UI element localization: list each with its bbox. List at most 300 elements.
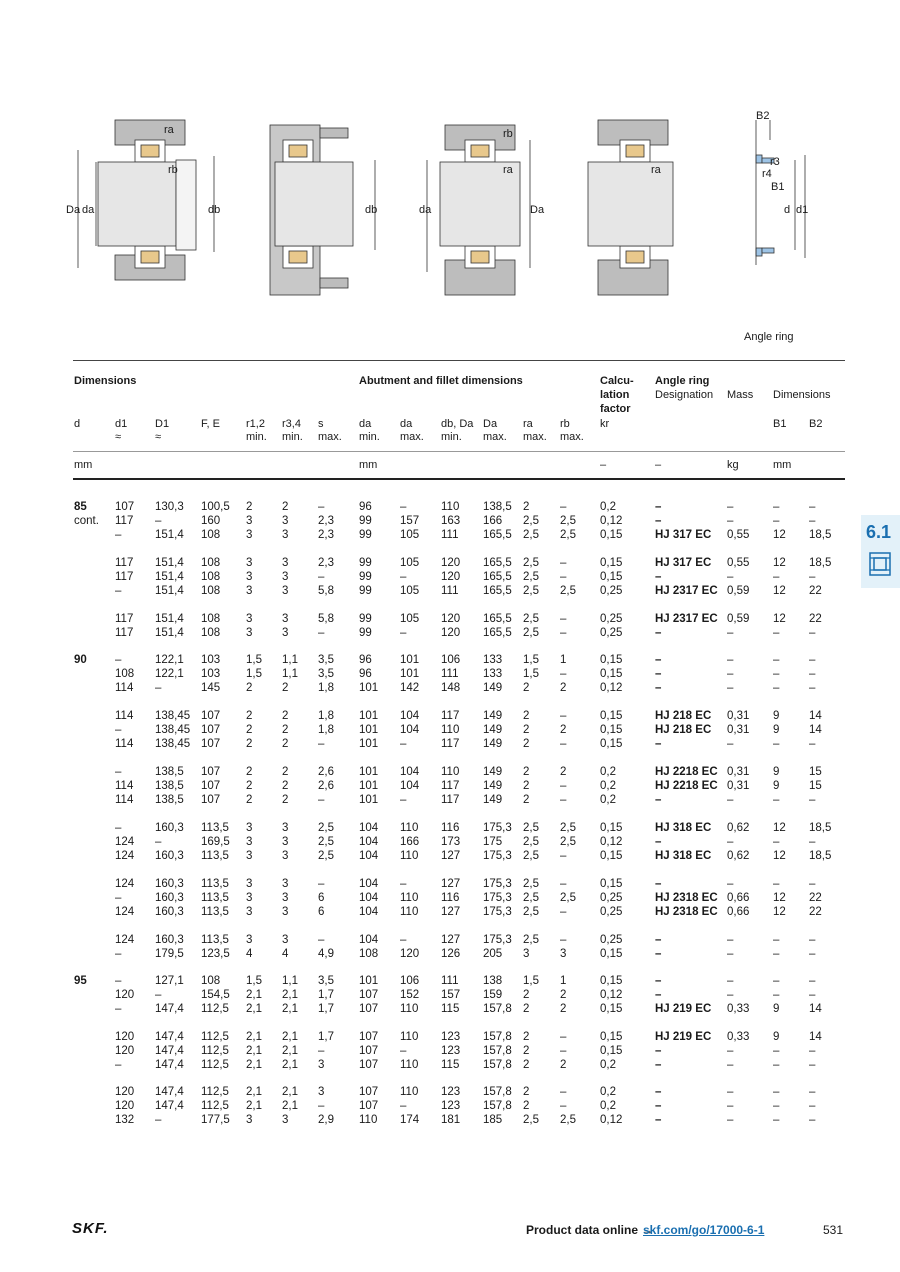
cell-rb: – <box>560 570 567 583</box>
cell-d1: 114 <box>115 779 134 792</box>
cell-B1: – <box>773 501 780 513</box>
cell-r34: 2 <box>282 766 289 778</box>
cell-ra: 2 <box>523 988 530 1001</box>
cell-db: 116 <box>441 822 460 834</box>
header-angle-ring: Angle ring <box>655 375 710 387</box>
bearing-arrangement-diagrams <box>0 100 900 310</box>
cell-r12: 3 <box>246 934 253 946</box>
cell-B1: – <box>773 737 780 750</box>
cell-da-min: 99 <box>359 528 372 541</box>
cell-r34: 1,1 <box>282 654 298 666</box>
cell-d1: 120 <box>115 988 135 1001</box>
cell-da-max: 110 <box>400 905 419 918</box>
cell-Da: 166 <box>483 514 503 527</box>
cell-kr: 0,25 <box>600 626 623 639</box>
cell-rb: – <box>560 1044 567 1057</box>
cell-FE: 108 <box>201 584 221 597</box>
cell-FE: 113,5 <box>201 891 229 904</box>
cell-da-max: 110 <box>400 822 419 834</box>
cell-designation: – <box>655 737 662 750</box>
cell-d: 90 <box>74 654 87 666</box>
col-ra: ra <box>523 418 533 430</box>
cell-da-max: 105 <box>400 584 420 597</box>
cell-Da: 149 <box>483 737 503 750</box>
cell-D1: 147,4 <box>155 1044 184 1057</box>
cell-r12: 2,1 <box>246 1086 262 1098</box>
label-ra-3: ra <box>503 164 513 176</box>
cell-B1: 9 <box>773 1031 780 1043</box>
cell-ra: 2,5 <box>523 626 539 639</box>
cell-da-max: – <box>400 501 407 513</box>
label-rb-1: rb <box>168 164 178 176</box>
cell-designation: HJ 317 EC <box>655 557 712 569</box>
cell-mass: 0,55 <box>727 557 750 569</box>
cell-Da: 165,5 <box>483 626 512 639</box>
cell-rb: 1 <box>560 654 567 666</box>
cell-D1: 122,1 <box>155 667 184 680</box>
cell-designation: – <box>655 975 662 987</box>
cell-B2: 14 <box>809 1002 822 1015</box>
cell-FE: 112,5 <box>201 1086 229 1098</box>
cell-rb: 1 <box>560 975 567 987</box>
cell-mass: 0,55 <box>727 528 750 541</box>
col-db-Da: db, Da <box>441 418 474 430</box>
cell-rb: – <box>560 905 567 918</box>
cell-s: 3,5 <box>318 667 334 680</box>
cell-Da: 157,8 <box>483 1002 512 1015</box>
cell-d1: – <box>115 584 122 597</box>
cell-da-min: 101 <box>359 723 379 736</box>
cell-ra: 2 <box>523 1058 530 1071</box>
cell-FE: 113,5 <box>201 822 229 834</box>
cell-FE: 145 <box>201 681 221 694</box>
cell-s: 3 <box>318 1058 325 1071</box>
cell-d1: 124 <box>115 849 135 862</box>
cell-s: 5,8 <box>318 613 334 625</box>
cell-FE: 108 <box>201 528 221 541</box>
cell-kr: 0,15 <box>600 557 623 569</box>
cell-d1: 120 <box>115 1086 135 1098</box>
cell-mass: – <box>727 1044 734 1057</box>
cell-d1: 120 <box>115 1031 135 1043</box>
cell-rb: 2,5 <box>560 891 576 904</box>
cell-Da: 157,8 <box>483 1058 512 1071</box>
cell-B1: 9 <box>773 1002 780 1015</box>
cell-db: 117 <box>441 779 460 792</box>
diagram-2 <box>270 125 378 295</box>
cell-FE: 113,5 <box>201 934 229 946</box>
cell-rb: – <box>560 710 567 722</box>
cell-B2: – <box>809 878 816 890</box>
cell-rb: – <box>560 1086 567 1098</box>
cell-da-max: – <box>400 626 407 639</box>
cell-Da: 175,3 <box>483 822 512 834</box>
header-designation: Designation <box>655 389 714 401</box>
cell-Da: 138 <box>483 975 503 987</box>
cell-ra: 1,5 <box>523 654 539 666</box>
cell-kr: 0,25 <box>600 905 623 918</box>
cell-r34: 2 <box>282 737 289 750</box>
cell-r34: 3 <box>282 1113 289 1126</box>
cell-db: 157 <box>441 988 461 1001</box>
cell-s: – <box>318 934 325 946</box>
cell-B1: – <box>773 835 780 848</box>
cell-B2: – <box>809 667 816 680</box>
cell-B1: 12 <box>773 891 786 904</box>
cell-r12: 3 <box>246 557 253 569</box>
cell-FE: 107 <box>201 737 221 750</box>
cell-B1: 12 <box>773 849 786 862</box>
cell-designation: – <box>655 934 662 946</box>
cell-B1: – <box>773 793 780 806</box>
cell-Da: 157,8 <box>483 1099 512 1112</box>
cell-D1: 138,45 <box>155 737 191 750</box>
cell-rb: 2,5 <box>560 584 576 597</box>
cell-db: 123 <box>441 1044 461 1057</box>
cell-mass: – <box>727 1113 734 1126</box>
cell-da-max: 105 <box>400 528 420 541</box>
cell-mass: 0,31 <box>727 779 750 792</box>
cell-da-min: 107 <box>359 1044 379 1057</box>
cell-s: 3,5 <box>318 975 334 987</box>
cell-ra: 2 <box>523 766 530 778</box>
cell-Da: 149 <box>483 766 503 778</box>
cell-s: 2,6 <box>318 766 334 778</box>
cell-ra: 2,5 <box>523 570 539 583</box>
cell-ra: 2 <box>523 1086 530 1098</box>
cell-rb: 2,5 <box>560 835 576 848</box>
cell-r34: 3 <box>282 613 289 625</box>
cell-designation: – <box>655 514 662 527</box>
cell-s: – <box>318 737 325 750</box>
cell-da-min: 96 <box>359 667 372 680</box>
cell-D1: 160,3 <box>155 849 184 862</box>
cell-B2: – <box>809 835 816 848</box>
col-rb: rb <box>560 418 570 430</box>
cell-mass: 0,33 <box>727 1031 750 1043</box>
cell-FE: 112,5 <box>201 1058 229 1071</box>
cell-r34: 2,1 <box>282 1058 298 1071</box>
cell-D1: – <box>155 514 162 527</box>
cell-mass: 0,31 <box>727 710 750 722</box>
cell-FE: 103 <box>201 667 221 680</box>
cell-s: 2,3 <box>318 528 334 541</box>
cell-B2: 22 <box>809 891 822 904</box>
cell-Da: 159 <box>483 988 503 1001</box>
cell-mass: – <box>727 988 734 1001</box>
cell-da-max: – <box>400 793 407 806</box>
cell-B2: – <box>809 1044 816 1057</box>
cell-B1: 12 <box>773 528 786 541</box>
cell-r12: 3 <box>246 822 253 834</box>
cell-B1: – <box>773 626 780 639</box>
cell-B1: – <box>773 1113 780 1126</box>
cell-r12: 2 <box>246 710 253 722</box>
cell-FE: 160 <box>201 514 221 527</box>
cell-kr: 0,15 <box>600 737 623 750</box>
header-mass: Mass <box>727 389 754 401</box>
cell-D1: 138,5 <box>155 779 184 792</box>
cell-d1: – <box>115 654 122 666</box>
cell-B2: – <box>809 626 816 639</box>
cell-d1: – <box>115 528 122 541</box>
cell-da-min: 99 <box>359 514 372 527</box>
cell-B2: 18,5 <box>809 557 832 569</box>
cell-rb: 2,5 <box>560 822 576 834</box>
cell-d1: 114 <box>115 710 134 722</box>
label-d: d <box>784 204 791 216</box>
cell-da-max: 110 <box>400 891 419 904</box>
cell-db: 127 <box>441 849 461 862</box>
cell-D1: – <box>155 988 162 1001</box>
cell-r34: 3 <box>282 934 289 946</box>
col-da-max-label: max. <box>400 431 424 443</box>
cell-s: 6 <box>318 905 325 918</box>
cell-d: 85 <box>74 501 87 513</box>
label-B1: B1 <box>771 181 785 193</box>
cell-Da: 133 <box>483 667 503 680</box>
cell-D1: 151,4 <box>155 570 184 583</box>
header-dimensions-2: Dimensions <box>773 389 831 401</box>
cell-mass: 0,59 <box>727 613 750 625</box>
cell-d1: 124 <box>115 878 135 890</box>
unit-dash-1: – <box>600 459 607 471</box>
cell-ra: 1,5 <box>523 975 539 987</box>
cell-ra: 2,5 <box>523 514 539 527</box>
cell-designation: HJ 218 EC <box>655 710 712 722</box>
cell-mass: – <box>727 947 734 960</box>
cell-rb: – <box>560 793 567 806</box>
cell-ra: 2 <box>523 737 530 750</box>
label-rb-3: rb <box>503 128 513 140</box>
header-bottom-rule <box>73 478 845 480</box>
cell-B1: – <box>773 878 780 890</box>
cell-designation: – <box>655 793 662 806</box>
cell-d1: 117 <box>115 557 134 569</box>
cell-s: – <box>318 1044 325 1057</box>
cell-s: 3 <box>318 1086 325 1098</box>
cell-mass: – <box>727 878 734 890</box>
cell-kr: 0,2 <box>600 1058 616 1071</box>
cell-s: – <box>318 570 325 583</box>
cell-ra: 2 <box>523 681 530 694</box>
cell-B1: – <box>773 1086 780 1098</box>
cell-ra: 2 <box>523 501 530 513</box>
cell-db: 163 <box>441 514 461 527</box>
label-ra-1: ra <box>164 124 174 136</box>
cell-mass: – <box>727 975 734 987</box>
cell-designation: – <box>655 667 662 680</box>
header-calc-1: Calcu- <box>600 375 634 387</box>
cell-designation: – <box>655 1058 662 1071</box>
cell-B2: – <box>809 1086 816 1098</box>
cell-FE: 107 <box>201 723 221 736</box>
cell-r34: 2 <box>282 723 289 736</box>
cell-D1: 179,5 <box>155 947 184 960</box>
cell-r34: 2 <box>282 501 289 513</box>
cell-D1: 151,4 <box>155 557 184 569</box>
cell-B1: – <box>773 514 780 527</box>
cell-db: 110 <box>441 501 460 513</box>
cell-mass: 0,59 <box>727 584 750 597</box>
cell-d1: 120 <box>115 1044 135 1057</box>
cell-rb: 2 <box>560 766 567 778</box>
cell-rb: – <box>560 934 567 946</box>
cell-FE: 108 <box>201 975 221 987</box>
cell-db: 117 <box>441 710 460 722</box>
cell-d1: 114 <box>115 681 134 694</box>
label-B2: B2 <box>756 110 770 122</box>
footer-link[interactable]: skf.com/go/17000-6-1 <box>643 1223 765 1237</box>
cell-kr: 0,25 <box>600 613 623 625</box>
cell-da-max: 104 <box>400 779 420 792</box>
cell-da-min: 104 <box>359 934 379 946</box>
cell-B1: 9 <box>773 710 780 722</box>
cell-da-max: – <box>400 934 407 946</box>
cell-Da: 175,3 <box>483 934 512 946</box>
col-r34: r3,4 <box>282 418 301 430</box>
cell-D1: 147,4 <box>155 1002 184 1015</box>
cell-rb: 2,5 <box>560 528 576 541</box>
cell-rb: 2 <box>560 988 567 1001</box>
cell-d1: – <box>115 1002 122 1015</box>
col-Da-max: max. <box>483 431 507 443</box>
diagram-3 <box>427 125 530 295</box>
cell-s: 1,7 <box>318 988 334 1001</box>
cell-D1: 151,4 <box>155 584 184 597</box>
cell-kr: 0,15 <box>600 528 623 541</box>
cell-d: cont. <box>74 514 99 527</box>
cell-ra: 2,5 <box>523 822 539 834</box>
cell-da-max: 174 <box>400 1113 420 1126</box>
cell-B2: – <box>809 988 816 1001</box>
cell-Da: 175,3 <box>483 905 512 918</box>
cell-ra: 2,5 <box>523 891 539 904</box>
cell-B1: 12 <box>773 905 786 918</box>
cell-D1: 151,4 <box>155 626 184 639</box>
cell-ra: 2,5 <box>523 849 539 862</box>
cell-s: 2,5 <box>318 822 334 834</box>
cell-B2: – <box>809 514 816 527</box>
cell-kr: 0,2 <box>600 1086 616 1098</box>
header-abutment: Abutment and fillet dimensions <box>359 375 523 387</box>
cell-B1: 12 <box>773 584 786 597</box>
label-r3: r3 <box>770 156 780 168</box>
col-D1: D1 <box>155 418 170 430</box>
label-db-1: db <box>208 204 221 216</box>
cell-r34: 3 <box>282 878 289 890</box>
cell-mass: 0,62 <box>727 849 750 862</box>
cell-designation: HJ 317 EC <box>655 528 712 541</box>
cell-r12: 2,1 <box>246 1058 262 1071</box>
cell-rb: 3 <box>560 947 567 960</box>
cell-B1: – <box>773 934 780 946</box>
cell-B1: 12 <box>773 613 786 625</box>
cell-Da: 165,5 <box>483 584 512 597</box>
cell-designation: – <box>655 835 662 848</box>
cell-da-max: 110 <box>400 1086 419 1098</box>
cell-B1: 9 <box>773 723 780 736</box>
cell-da-min: 99 <box>359 626 372 639</box>
cell-da-min: 99 <box>359 557 372 569</box>
cell-da-min: 104 <box>359 905 379 918</box>
cell-FE: 113,5 <box>201 905 229 918</box>
cell-da-min: 99 <box>359 570 372 583</box>
cell-rb: 2 <box>560 1002 567 1015</box>
cell-s: 6 <box>318 891 325 904</box>
cell-Da: 205 <box>483 947 503 960</box>
cell-kr: 0,15 <box>600 822 623 834</box>
cell-mass: – <box>727 835 734 848</box>
cell-mass: 0,66 <box>727 891 750 904</box>
col-d1: d1 <box>115 418 128 430</box>
cell-r12: 2,1 <box>246 1099 262 1112</box>
cell-da-min: 99 <box>359 584 372 597</box>
cell-r34: 2,1 <box>282 1044 298 1057</box>
cell-ra: 2 <box>523 1031 530 1043</box>
cell-D1: 147,4 <box>155 1086 184 1098</box>
cell-B1: – <box>773 975 780 987</box>
cell-da-max: 120 <box>400 947 420 960</box>
cell-da-max: – <box>400 737 407 750</box>
cell-da-min: 104 <box>359 822 379 834</box>
cell-Da: 165,5 <box>483 570 512 583</box>
label-d1: d1 <box>796 204 809 216</box>
cell-D1: 151,4 <box>155 528 184 541</box>
cell-d1: – <box>115 1058 122 1071</box>
cell-B1: – <box>773 1058 780 1071</box>
cell-FE: 100,5 <box>201 501 230 513</box>
cell-FE: 108 <box>201 613 221 625</box>
cell-r34: 1,1 <box>282 975 298 987</box>
cell-kr: 0,12 <box>600 514 623 527</box>
cell-db: 106 <box>441 654 461 666</box>
cell-rb: – <box>560 1031 567 1043</box>
cell-s: 1,8 <box>318 681 334 694</box>
col-da-min-label: min. <box>359 431 380 443</box>
cell-ra: 2,5 <box>523 905 539 918</box>
cell-Da: 133 <box>483 654 503 666</box>
cell-ra: 2,5 <box>523 934 539 946</box>
cell-kr: 0,2 <box>600 779 616 792</box>
cell-db: 111 <box>441 975 459 987</box>
cell-kr: 0,15 <box>600 710 623 722</box>
cell-da-min: 99 <box>359 613 372 625</box>
cell-Da: 175,3 <box>483 891 512 904</box>
cell-designation: – <box>655 681 662 694</box>
col-da-max: da <box>400 418 413 430</box>
cell-designation: HJ 2218 EC <box>655 779 718 792</box>
cell-ra: 3 <box>523 947 530 960</box>
cell-db: 120 <box>441 570 461 583</box>
cell-B2: 14 <box>809 710 822 722</box>
cell-designation: HJ 2317 EC <box>655 584 718 597</box>
cell-Da: 165,5 <box>483 528 512 541</box>
unit-kg: kg <box>727 459 739 471</box>
cell-da-min: 101 <box>359 681 379 694</box>
cell-FE: 107 <box>201 766 221 778</box>
cell-designation: – <box>655 626 662 639</box>
footer-product-data: Product data online → <box>526 1223 654 1237</box>
cell-B2: – <box>809 1099 816 1112</box>
cell-rb: – <box>560 849 567 862</box>
cell-B2: 22 <box>809 905 822 918</box>
cell-da-min: 110 <box>359 1113 378 1126</box>
angle-ring-caption: Angle ring <box>744 331 794 343</box>
cell-db: 127 <box>441 934 461 946</box>
cell-Da: 157,8 <box>483 1031 512 1043</box>
cell-d1: 132 <box>115 1113 135 1126</box>
